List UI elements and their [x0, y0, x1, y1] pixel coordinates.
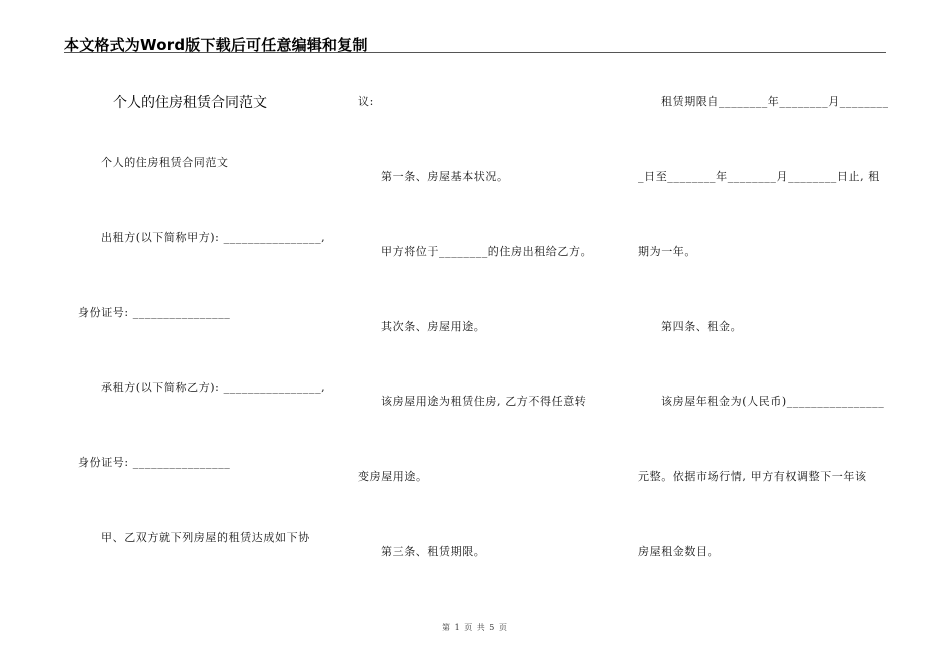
- page-indicator: 第 1 页 共 5 页: [442, 623, 508, 632]
- column1-line-2: 出租方(以下简称甲方): ________________,: [101, 231, 326, 244]
- column1-line-5: 身份证号: ________________: [78, 456, 231, 469]
- document-title: 个人的住房租赁合同范文: [113, 95, 267, 111]
- column3-line-6: 元整。依据市场行情, 甲方有权调整下一年该: [638, 470, 867, 483]
- column2-line-6: 变房屋用途。: [358, 470, 428, 483]
- column3-line-4: 第四条、租金。: [661, 320, 743, 333]
- column3-line-3: 期为一年。: [638, 245, 696, 258]
- column2-line-7: 第三条、租赁期限。: [381, 545, 486, 558]
- column3-line-2: _日至________年________月________日止, 租: [638, 170, 880, 183]
- column1-line-4: 承租方(以下简称乙方): ________________,: [101, 381, 326, 394]
- column2-line-2: 第一条、房屋基本状况。: [381, 170, 509, 183]
- header-divider: [64, 52, 886, 53]
- document-banner: 本文格式为Word版下载后可任意编辑和复制: [64, 36, 368, 54]
- column1-line-6: 甲、乙双方就下列房屋的租赁达成如下协: [101, 531, 310, 544]
- column3-line-7: 房屋租金数目。: [638, 545, 720, 558]
- column1-line-3: 身份证号: ________________: [78, 306, 231, 319]
- column3-line-1: 租赁期限自________年________月________: [661, 95, 889, 108]
- column2-line-4: 其次条、房屋用途。: [381, 320, 486, 333]
- column2-line-5: 该房屋用途为租赁住房, 乙方不得任意转: [381, 395, 587, 408]
- column1-line-1: 个人的住房租赁合同范文: [101, 156, 229, 169]
- column2-line-3: 甲方将位于________的住房出租给乙方。: [381, 245, 593, 258]
- column2-line-1: 议:: [358, 95, 374, 108]
- column3-line-5: 该房屋年租金为(人民币)________________: [661, 395, 885, 408]
